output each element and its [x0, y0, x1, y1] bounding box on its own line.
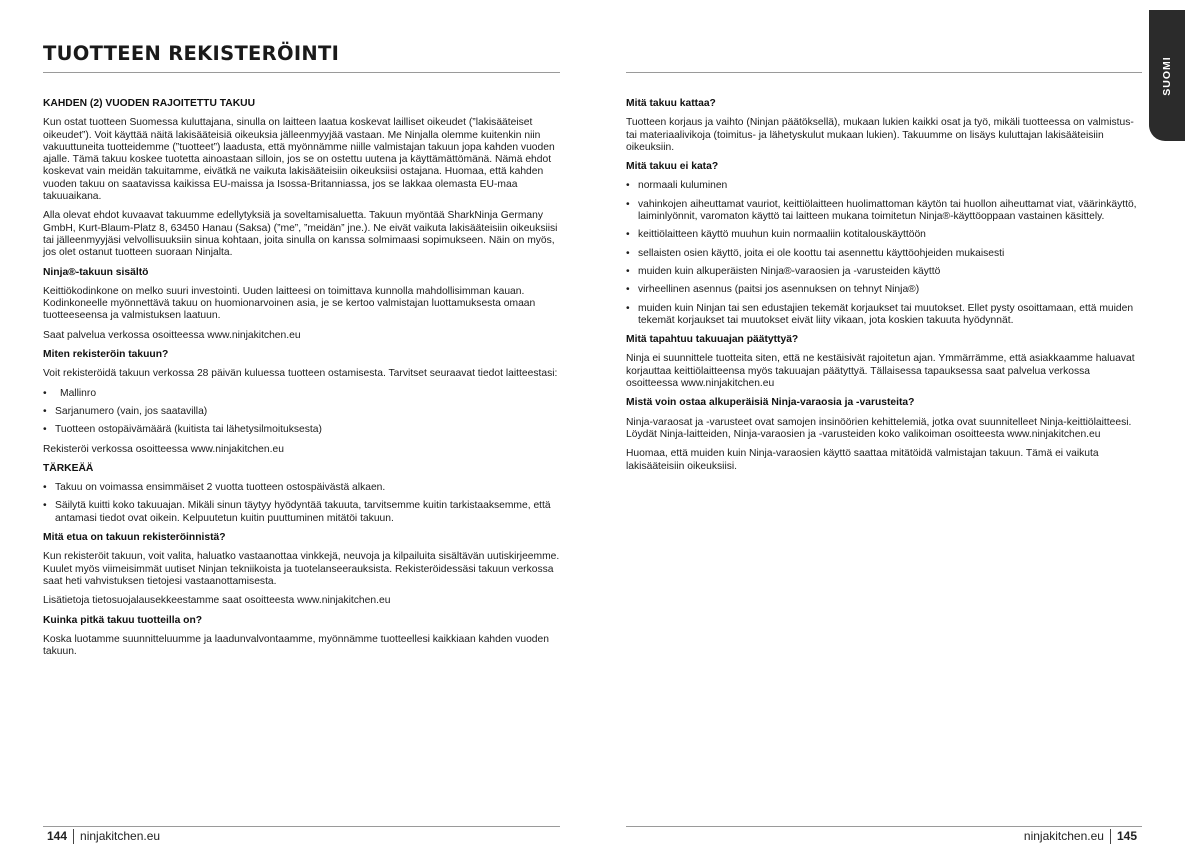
list-item: • Sarjanumero (vain, jos saatavilla)	[43, 406, 563, 418]
list-item: • Mallinro	[43, 388, 563, 400]
list-item: • normaali kuluminen	[626, 180, 1140, 192]
list-item: • virheellinen asennus (paitsi jos asennuksen on tehnyt Ninja®)	[626, 284, 1140, 296]
left-column	[43, 98, 563, 658]
section-heading-covered: Mitä takuu kattaa?	[626, 98, 716, 109]
list-item: • muiden kuin Ninjan tai sen edustajien tekemät korjaukset tai muutokset. Ellet pysty osoittamaan, että muiden tekemät korjaukset tai muutokset eivät liity vikaan, jota koskien takuuta hyödynnät.	[626, 303, 1140, 328]
important-list	[43, 482, 563, 525]
right-column	[626, 98, 1140, 473]
title-divider-left	[43, 72, 560, 73]
language-tab-label: SUOMI	[1161, 55, 1173, 96]
footer-website-link[interactable]: ninjakitchen.eu	[80, 829, 161, 843]
section-heading-spare-parts: Mistä voin ostaa alkuperäisiä Ninja-varaosia ja -varusteita?	[626, 397, 915, 409]
list-item: • sellaisten osien käyttö, joita ei ole koottu tai asennettu käyttöohjeiden mukaisesti	[626, 248, 1140, 260]
paragraph: Rekisteröi verkossa osoitteessa www.ninjakitchen.eu	[43, 443, 284, 455]
paragraph: Koska luotamme suunnitteluumme ja laadunvalvontaamme, myönnämme tuotteellesi kaikkiaan kahden vuoden takuun.	[43, 633, 549, 658]
list-item: • muiden kuin alkuperäisten Ninja®-varaosien ja -varusteiden käyttö	[626, 266, 1140, 278]
language-tab[interactable]	[1149, 10, 1185, 141]
paragraph: Alla olevat ehdot kuvaavat takuumme edellytyksiä ja soveltamisaluetta. Takuun myöntää SharkNinja Germany GmbH, Kurt-Blaum-Platz 8, 63450 Hanau (Saksa) (”me”, ”meidän” jne.). Ne eivät vaikuta lakisääteisiin oikeuksiisi tai jälleenmyyjäsi velvollisuuksiin sinua kohtaan, joita sinulla on kanssa solmimaasi sopimukseen. Näin on myös, jos olet ostanut tuotteen suoraan Ninjalta.	[43, 210, 558, 259]
list-item: • Tuotteen ostopäivämäärä (kuitista tai lähetysilmoituksesta)	[43, 424, 563, 436]
list-item: • keittiölaitteen käyttö muuhun kuin normaaliin kotitalouskäyttöön	[626, 229, 1140, 241]
paragraph: Ninja ei suunnittele tuotteita siten, että ne kestäisivät rajoitetun ajan. Ymmärrämme, että asiakkaamme haluavat korjauttaa keittiölaitteensa myös takuuajan päätyttyä. Tällaisessa tapauksessa saat palvelua verkossa osoitteessa www.ninjakitchen.eu	[626, 353, 1135, 390]
paragraph: Kun rekisteröit takuun, voit valita, haluatko vastaanottaa vinkkejä, neuvoja ja kilpailuita sisältävän uutiskirjeemme. Kuulet myös viimeisimmät uutiset Ninjan tekniikoista ja tuotelanseerauksista. Rekisteröidessäsi takuun verkossa saat heti vahvistuksen tietojesi vastaanottamisesta.	[43, 551, 560, 587]
footer-right	[1024, 829, 1137, 844]
page-title: TUOTTEEN REKISTERÖINTI	[43, 42, 340, 65]
list-item: • Takuu on voimassa ensimmäiset 2 vuotta tuotteen ostospäivästä alkaen.	[43, 482, 563, 494]
paragraph: Ninja-varaosat ja -varusteet ovat samojen insinöörien kehittelemiä, jotka ovat suunnitelleet Ninja-keittiölaitteesi. Löydät Ninja-laitteiden, Ninja-varaosien ja -varusteiden koko valikoiman osoitteesta www.ninjakitchen.eu	[626, 416, 1132, 440]
paragraph: Kun ostat tuotteen Suomessa kuluttajana, sinulla on laitteen laatua koskevat lailliset oikeudet (”lakisääteiset oikeudet”). Voit käyttää näitä lakisääteisiä oikeuksia jälleenmyyjää vastaan. Me Ninjalla olemme kuitenkin niin vakuuttuneita tuotteidemme (”tuotteet”) laadusta, että myönnämme niille valmistajan takuun jopa kahden vuoden ajalle. Tämä takuu koskee tuotetta ainoastaan silloin, jos se on ostettu uutena ja käyttämättömänä. Nämä ehdot koskevat vain meidän takuitamme, eivätkä ne vaikuta lakisääteisiin oikeuksiisi ostajana. Huomaa, että kahden vuoden takuu on saatavissa kaikissa EU-maissa ja Isossa-Britanniassa, jos se lakkaa olemasta EU-maa takuuaikana.	[43, 117, 555, 203]
section-heading-after-warranty: Mitä tapahtuu takuuajan päätyttyä?	[626, 334, 799, 346]
section-heading-contents: Ninja®-takuun sisältö	[43, 266, 149, 278]
section-heading-not-covered: Mitä takuu ei kata?	[626, 161, 719, 173]
paragraph: Tuotteen korjaus ja vaihto (Ninjan päätöksellä), mukaan lukien kaikki osat ja työ, mikäli tuotteessa on valmistus- tai materiaalivikoja (toimitus- ja lähetyskulut mukaan lukien). Takuumme on lisäys kuluttajan lakisääteisiin oikeuksiin.	[626, 117, 1134, 153]
section-heading-benefit: Mitä etua on takuun rekisteröinnistä?	[43, 532, 226, 544]
section-heading-length: Kuinka pitkä takuu tuotteilla on?	[43, 614, 203, 626]
paragraph: Huomaa, että muiden kuin Ninja-varaosien käyttö saattaa mitätöidä valmistajan takuun. Tämä ei vaikuta lakisääteisiin oikeuksiisi.	[626, 448, 1099, 472]
paragraph: Voit rekisteröidä takuun verkossa 28 päivän kuluessa tuotteen ostamisesta. Tarvitset seuraavat tiedot laitteestasi:	[43, 368, 558, 380]
paragraph: Keittiökodinkone on melko suuri investointi. Uuden laitteesi on toimittava kunnolla mahdollisimman kauan. Kodinkoneelle myönnettävä takuu on huomionarvoinen asia, je se kertoo valmistajan luottamuksesta omaan tuotteeseensa ja valmistuksen laatuun.	[43, 285, 536, 322]
page-number-right: 145	[1116, 829, 1137, 843]
title-divider-right	[626, 72, 1142, 73]
footer-website-link[interactable]: ninjakitchen.eu	[1023, 829, 1104, 843]
section-heading-important: TÄRKEÄÄ	[43, 462, 94, 474]
exclusions-list	[626, 180, 1140, 327]
list-item: • Säilytä kuitti koko takuuajan. Mikäli sinun täytyy hyödyntää takuuta, tarvitsemme kuitin tarkistaaksemme, että antamasi tiedot ovat oikein. Kelpuutetun kuitin puuttuminen mitätöi takuun.	[43, 500, 563, 525]
footer-left	[47, 829, 160, 844]
paragraph: Lisätietoja tietosuojalausekkeestamme saat osoitteesta www.ninjakitchen.eu	[43, 595, 391, 607]
device-info-list	[43, 388, 563, 437]
list-item: • vahinkojen aiheuttamat vauriot, keittiölaitteen huolimattoman käytön tai huollon aiheuttamat viat, väärinkäyttö, laiminlyönnit, varomaton käyttö tai laitteen mukana toimitetun Ninja®-käyttöoppaan vastainen käsittely.	[626, 199, 1140, 224]
page-number-left: 144	[47, 829, 68, 843]
footer-separator	[73, 829, 74, 844]
section-heading-register: Miten rekisteröin takuun?	[43, 349, 169, 361]
section-heading-warranty: KAHDEN (2) VUODEN RAJOITETTU TAKUU	[43, 98, 256, 109]
footer-separator	[1110, 829, 1111, 844]
footer-divider-left	[43, 826, 560, 827]
paragraph: Saat palvelua verkossa osoitteessa www.ninjakitchen.eu	[43, 329, 301, 341]
footer-divider-right	[626, 826, 1142, 827]
